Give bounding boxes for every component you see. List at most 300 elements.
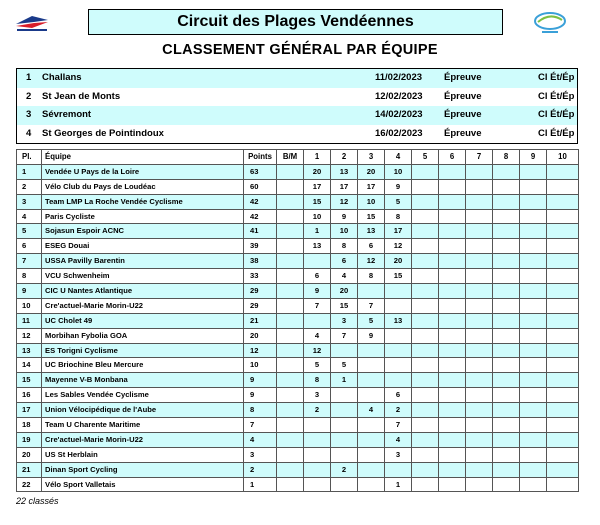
cell-stage-2: 20 [331, 284, 358, 299]
cell-rank: 18 [17, 418, 42, 433]
cell-stage-6 [439, 373, 466, 388]
stage-date: 12/02/2023 [375, 90, 423, 102]
cell-stage-10 [547, 462, 579, 477]
cell-stage-4: 7 [385, 418, 412, 433]
cell-stage-2: 17 [331, 179, 358, 194]
cell-stage-3 [358, 373, 385, 388]
cell-stage-6 [439, 462, 466, 477]
cell-stage-5 [412, 239, 439, 254]
stage-date: 16/02/2023 [375, 127, 423, 139]
cell-stage-4: 13 [385, 313, 412, 328]
cell-stage-9 [520, 298, 547, 313]
cell-stage-1: 6 [304, 269, 331, 284]
cell-stage-1: 1 [304, 224, 331, 239]
table-row [17, 254, 579, 269]
cell-stage-4 [385, 343, 412, 358]
cell-team: Vélo Club du Pays de Loudéac [42, 179, 244, 194]
cell-points: 12 [244, 343, 277, 358]
cell-bonus [277, 239, 304, 254]
cell-team: ES Torigni Cyclisme [42, 343, 244, 358]
cell-stage-5 [412, 403, 439, 418]
cell-stage-2: 2 [331, 462, 358, 477]
cell-stage-4 [385, 373, 412, 388]
cell-stage-8 [493, 313, 520, 328]
cell-stage-5 [412, 388, 439, 403]
column-header-stage-9: 9 [520, 150, 547, 165]
cell-rank: 1 [17, 164, 42, 179]
column-header-stage-7: 7 [466, 150, 493, 165]
cell-points: 60 [244, 179, 277, 194]
cell-stage-8 [493, 224, 520, 239]
cell-stage-5 [412, 477, 439, 492]
cell-stage-1: 17 [304, 179, 331, 194]
column-header-stage-3: 3 [358, 150, 385, 165]
cell-stage-5 [412, 284, 439, 299]
cell-points: 42 [244, 209, 277, 224]
page-subtitle: CLASSEMENT GÉNÉRAL PAR ÉQUIPE [162, 42, 438, 58]
stage-number: 2 [26, 90, 32, 102]
cell-points: 29 [244, 298, 277, 313]
cell-stage-4: 1 [385, 477, 412, 492]
cell-stage-9 [520, 477, 547, 492]
cell-stage-7 [466, 164, 493, 179]
cell-stage-3: 10 [358, 194, 385, 209]
cell-stage-10 [547, 298, 579, 313]
cell-stage-6 [439, 179, 466, 194]
cell-team: Union Vélocipédique de l'Aube [42, 403, 244, 418]
cell-stage-6 [439, 298, 466, 313]
cell-stage-6 [439, 388, 466, 403]
cell-stage-9 [520, 179, 547, 194]
cell-stage-6 [439, 328, 466, 343]
cell-stage-4: 3 [385, 447, 412, 462]
cell-stage-3: 4 [358, 403, 385, 418]
cell-rank: 7 [17, 254, 42, 269]
cell-stage-7 [466, 447, 493, 462]
cell-stage-1 [304, 254, 331, 269]
cell-team: Morbihan Fybolia GOA [42, 328, 244, 343]
cell-rank: 8 [17, 269, 42, 284]
stage-name: St Georges de Pointindoux [42, 127, 164, 139]
cell-stage-7 [466, 432, 493, 447]
cell-bonus [277, 224, 304, 239]
cell-stage-3 [358, 432, 385, 447]
table-row [17, 388, 579, 403]
stage-type: Épreuve [444, 72, 482, 83]
cell-stage-1 [304, 432, 331, 447]
table-row [17, 432, 579, 447]
cell-rank: 16 [17, 388, 42, 403]
cell-stage-2: 5 [331, 358, 358, 373]
cell-stage-4: 12 [385, 239, 412, 254]
stage-classification: Cl Ét/Ép [538, 90, 575, 102]
stage-type: Épreuve [444, 127, 482, 139]
cell-bonus [277, 194, 304, 209]
cell-stage-9 [520, 432, 547, 447]
table-row [17, 224, 579, 239]
table-row [17, 403, 579, 418]
cell-stage-10 [547, 164, 579, 179]
cell-rank: 6 [17, 239, 42, 254]
column-header-stage-8: 8 [493, 150, 520, 165]
cell-stage-4: 17 [385, 224, 412, 239]
table-row [17, 194, 579, 209]
cell-stage-10 [547, 432, 579, 447]
cell-team: VCU Schwenheim [42, 269, 244, 284]
stage-name: Challans [42, 72, 82, 83]
cell-stage-6 [439, 477, 466, 492]
cell-stage-6 [439, 269, 466, 284]
cell-team: Sojasun Espoir ACNC [42, 224, 244, 239]
cell-stage-9 [520, 194, 547, 209]
cell-stage-9 [520, 447, 547, 462]
cell-stage-10 [547, 358, 579, 373]
column-header-stage-6: 6 [439, 150, 466, 165]
table-row [17, 343, 579, 358]
cell-stage-7 [466, 298, 493, 313]
cell-stage-2 [331, 343, 358, 358]
cell-points: 1 [244, 477, 277, 492]
cell-team: ESEG Douai [42, 239, 244, 254]
cell-stage-6 [439, 313, 466, 328]
cell-stage-9 [520, 313, 547, 328]
cell-stage-8 [493, 254, 520, 269]
column-header-stage-10: 10 [547, 150, 579, 165]
stage-row [17, 88, 577, 107]
cell-stage-10 [547, 284, 579, 299]
cell-stage-9 [520, 373, 547, 388]
cell-team: Cre'actuel-Marie Morin-U22 [42, 432, 244, 447]
cell-stage-8 [493, 358, 520, 373]
cell-points: 63 [244, 164, 277, 179]
cell-stage-1: 2 [304, 403, 331, 418]
stages-list [16, 68, 578, 144]
cell-rank: 15 [17, 373, 42, 388]
cell-stage-4: 5 [385, 194, 412, 209]
cell-stage-3: 6 [358, 239, 385, 254]
table-row [17, 418, 579, 433]
cell-stage-8 [493, 432, 520, 447]
cell-points: 39 [244, 239, 277, 254]
cell-stage-5 [412, 462, 439, 477]
stage-classification: Cl Ét/Ép [538, 72, 575, 83]
cell-points: 4 [244, 432, 277, 447]
cell-stage-6 [439, 194, 466, 209]
stage-number: 1 [26, 72, 32, 83]
column-header-rank: Pl. [17, 150, 42, 165]
cell-stage-1: 10 [304, 209, 331, 224]
cell-team: UC Cholet 49 [42, 313, 244, 328]
stage-type: Épreuve [444, 90, 482, 102]
cell-stage-6 [439, 447, 466, 462]
cell-team: Les Sables Vendée Cyclisme [42, 388, 244, 403]
page-title: Circuit des Plages Vendéennes [88, 9, 503, 35]
cell-stage-2: 12 [331, 194, 358, 209]
cell-points: 42 [244, 194, 277, 209]
cell-stage-1: 15 [304, 194, 331, 209]
stage-row [17, 69, 577, 88]
stage-name: St Jean de Monts [42, 90, 121, 102]
cell-stage-3: 5 [358, 313, 385, 328]
cell-stage-2 [331, 388, 358, 403]
cell-points: 10 [244, 358, 277, 373]
cell-stage-2 [331, 403, 358, 418]
cell-bonus [277, 209, 304, 224]
cell-team: Vélo Sport Valletais [42, 477, 244, 492]
cell-stage-3 [358, 447, 385, 462]
table-body [17, 164, 579, 492]
cell-stage-7 [466, 254, 493, 269]
table-header-row [17, 150, 579, 165]
cell-stage-9 [520, 418, 547, 433]
table-row [17, 313, 579, 328]
cell-rank: 10 [17, 298, 42, 313]
cell-stage-5 [412, 164, 439, 179]
cell-stage-1: 3 [304, 388, 331, 403]
column-header-points: Points [244, 150, 277, 165]
cell-points: 9 [244, 388, 277, 403]
table-row [17, 447, 579, 462]
cell-stage-4: 9 [385, 179, 412, 194]
cell-stage-5 [412, 224, 439, 239]
cell-stage-9 [520, 269, 547, 284]
cell-stage-3 [358, 388, 385, 403]
cell-stage-6 [439, 209, 466, 224]
cell-stage-3 [358, 462, 385, 477]
cell-stage-2: 10 [331, 224, 358, 239]
cell-bonus [277, 447, 304, 462]
cell-stage-6 [439, 343, 466, 358]
cell-stage-3 [358, 284, 385, 299]
organizer-logo-icon [532, 10, 568, 36]
cell-stage-5 [412, 179, 439, 194]
cell-stage-8 [493, 447, 520, 462]
cell-stage-10 [547, 209, 579, 224]
cell-stage-2: 8 [331, 239, 358, 254]
cell-bonus [277, 284, 304, 299]
cell-stage-8 [493, 373, 520, 388]
cell-points: 9 [244, 373, 277, 388]
cell-stage-7 [466, 224, 493, 239]
cell-bonus [277, 462, 304, 477]
cell-stage-8 [493, 477, 520, 492]
cell-rank: 14 [17, 358, 42, 373]
cell-stage-2: 6 [331, 254, 358, 269]
cell-stage-9 [520, 284, 547, 299]
cell-stage-9 [520, 388, 547, 403]
cell-stage-7 [466, 477, 493, 492]
cell-rank: 21 [17, 462, 42, 477]
cell-team: Paris Cycliste [42, 209, 244, 224]
cell-stage-4 [385, 328, 412, 343]
cell-bonus [277, 343, 304, 358]
cell-stage-1: 12 [304, 343, 331, 358]
cell-stage-6 [439, 239, 466, 254]
cell-stage-1: 8 [304, 373, 331, 388]
cell-stage-5 [412, 254, 439, 269]
cell-stage-5 [412, 269, 439, 284]
cell-stage-10 [547, 403, 579, 418]
cell-stage-2: 1 [331, 373, 358, 388]
cell-stage-2 [331, 432, 358, 447]
cell-stage-5 [412, 373, 439, 388]
cell-stage-2: 3 [331, 313, 358, 328]
cell-stage-10 [547, 254, 579, 269]
cell-points: 38 [244, 254, 277, 269]
cell-stage-4 [385, 298, 412, 313]
cell-team: USSA Pavilly Barentin [42, 254, 244, 269]
cell-team: Mayenne V-B Monbana [42, 373, 244, 388]
cell-rank: 3 [17, 194, 42, 209]
cell-stage-10 [547, 388, 579, 403]
cell-stage-3: 12 [358, 254, 385, 269]
cell-stage-6 [439, 403, 466, 418]
cell-rank: 9 [17, 284, 42, 299]
cell-stage-7 [466, 462, 493, 477]
cell-stage-7 [466, 358, 493, 373]
cell-stage-8 [493, 343, 520, 358]
cell-stage-10 [547, 224, 579, 239]
cell-team: Cre'actuel-Marie Morin-U22 [42, 298, 244, 313]
cell-stage-10 [547, 269, 579, 284]
cell-stage-8 [493, 269, 520, 284]
cell-bonus [277, 388, 304, 403]
cell-team: Dinan Sport Cycling [42, 462, 244, 477]
table-row [17, 269, 579, 284]
cell-team: CIC U Nantes Atlantique [42, 284, 244, 299]
cell-stage-6 [439, 254, 466, 269]
stage-classification: Cl Ét/Ép [538, 109, 575, 120]
cell-stage-6 [439, 358, 466, 373]
cell-stage-7 [466, 388, 493, 403]
cell-points: 21 [244, 313, 277, 328]
cell-stage-9 [520, 164, 547, 179]
cell-team: US St Herblain [42, 447, 244, 462]
cell-stage-3 [358, 343, 385, 358]
table-row [17, 358, 579, 373]
cell-stage-3 [358, 358, 385, 373]
cell-stage-3 [358, 477, 385, 492]
column-header-stage-2: 2 [331, 150, 358, 165]
cell-stage-3: 13 [358, 224, 385, 239]
cell-stage-1: 20 [304, 164, 331, 179]
cell-points: 41 [244, 224, 277, 239]
cell-stage-3: 8 [358, 269, 385, 284]
cell-stage-8 [493, 209, 520, 224]
cell-stage-5 [412, 432, 439, 447]
cell-rank: 2 [17, 179, 42, 194]
cell-stage-5 [412, 313, 439, 328]
cell-points: 29 [244, 284, 277, 299]
cell-stage-10 [547, 447, 579, 462]
cell-rank: 22 [17, 477, 42, 492]
stage-type: Épreuve [444, 109, 482, 120]
cell-stage-10 [547, 313, 579, 328]
cell-stage-10 [547, 343, 579, 358]
cell-stage-9 [520, 343, 547, 358]
cell-stage-10 [547, 194, 579, 209]
cell-stage-8 [493, 164, 520, 179]
cell-stage-1: 9 [304, 284, 331, 299]
cell-bonus [277, 164, 304, 179]
cell-rank: 20 [17, 447, 42, 462]
cell-stage-4: 20 [385, 254, 412, 269]
cell-stage-1 [304, 313, 331, 328]
column-header-stage-5: 5 [412, 150, 439, 165]
table-row [17, 328, 579, 343]
cell-stage-9 [520, 328, 547, 343]
cell-stage-3: 15 [358, 209, 385, 224]
table-row [17, 284, 579, 299]
cell-stage-2 [331, 477, 358, 492]
cell-stage-5 [412, 328, 439, 343]
column-header-stage-1: 1 [304, 150, 331, 165]
stage-number: 3 [26, 109, 32, 120]
cell-stage-9 [520, 403, 547, 418]
cell-stage-4: 2 [385, 403, 412, 418]
cell-bonus [277, 358, 304, 373]
cell-stage-2 [331, 418, 358, 433]
cell-stage-2 [331, 447, 358, 462]
ranked-count: 22 classés [16, 496, 59, 506]
cell-stage-3: 20 [358, 164, 385, 179]
cell-stage-10 [547, 179, 579, 194]
cell-stage-8 [493, 194, 520, 209]
cell-stage-9 [520, 239, 547, 254]
cell-stage-7 [466, 179, 493, 194]
table-row [17, 462, 579, 477]
cell-rank: 4 [17, 209, 42, 224]
cell-stage-1 [304, 462, 331, 477]
column-header-stage-4: 4 [385, 150, 412, 165]
cell-points: 7 [244, 418, 277, 433]
cell-stage-4: 4 [385, 432, 412, 447]
cell-stage-9 [520, 358, 547, 373]
cell-stage-10 [547, 373, 579, 388]
table-row [17, 179, 579, 194]
cell-stage-8 [493, 462, 520, 477]
cell-stage-7 [466, 373, 493, 388]
cell-stage-3 [358, 418, 385, 433]
stage-date: 14/02/2023 [375, 109, 423, 120]
cell-stage-5 [412, 343, 439, 358]
cell-stage-8 [493, 328, 520, 343]
cell-stage-4 [385, 284, 412, 299]
cell-bonus [277, 254, 304, 269]
table-row [17, 209, 579, 224]
cell-stage-7 [466, 269, 493, 284]
column-header-team: Équipe [42, 150, 244, 165]
stage-name: Sévremont [42, 109, 92, 120]
table-row [17, 477, 579, 492]
cell-bonus [277, 477, 304, 492]
cell-stage-7 [466, 239, 493, 254]
cell-stage-10 [547, 328, 579, 343]
cell-stage-8 [493, 284, 520, 299]
column-header-bonus: B/M [277, 150, 304, 165]
cell-rank: 5 [17, 224, 42, 239]
cell-stage-6 [439, 224, 466, 239]
cell-bonus [277, 298, 304, 313]
cell-stage-4: 15 [385, 269, 412, 284]
cell-stage-5 [412, 358, 439, 373]
cell-points: 2 [244, 462, 277, 477]
cell-stage-2: 15 [331, 298, 358, 313]
cell-stage-1 [304, 477, 331, 492]
cell-stage-1: 7 [304, 298, 331, 313]
cell-stage-8 [493, 418, 520, 433]
cell-stage-1: 4 [304, 328, 331, 343]
